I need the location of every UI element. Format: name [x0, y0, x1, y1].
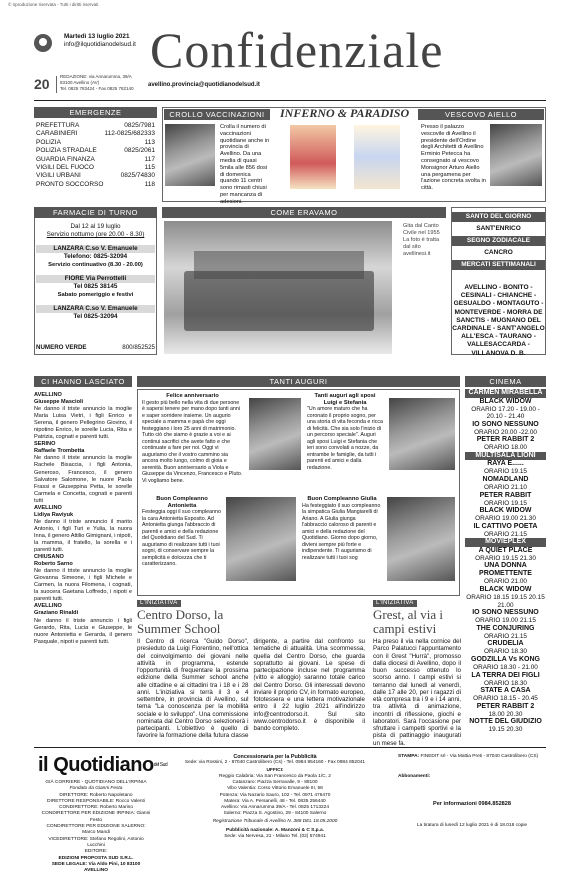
footer-center: Concessionaria per la Pubblicità Sede: via Rossini, 2 - 87040 Castrolibero (Cs) - Tel. 0984 854160 - Fax 0984 852041 UFFICI: Reggio Calabria: Via San Francesco da Paola 1/C, 2 Catanzaro: Piazza Serravalle, 9 - 88100 Vibo Valentia: Corso Vittorio Emanuele III, 58 Potenza: Via Nazario Sauro, 102 - Tel. 0971 476470 Matera: Via A. Persanelli, 48 - Tel. 0835 256440 Avellino: Via Annarumma 39/A - Tel. 0825 1713224 Salerno: Piazza S. Agostino, 29 - 84100 Salerno Registrazione Tribunale di Avellino N. 388 DEL 18.05.2000 Pubblicità nazionale: A. Manzoni & C S.p.a. Sede: via Nervesa, 21 - Milano Tel. (02) 574941 — [184, 754, 366, 840]
farmacie-title: FARMACIE DI TURNO — [34, 207, 157, 218]
augurio-1: Felice anniversario Il gesto più bello nella vita di due persone è sapersi tenere per mano dopo tanti anni e saper sorridere insieme. Un augurio speciale a mamma e papà che oggi festeggiano i loro 25 anni di matrimonio. Tutto ciò che siamo è grazie a voi e ai continui sacrifici che avete fatto e che continuate a fare per noi. Oggi vi auguriamo che il vostro cammino sia ancora molto lungo, colmo di gioia e serenità. Buon anniversario a Viola e Giuseppe da Vincenzo, Francesco e Pluto. Vi vogliamo bene. — [142, 393, 243, 484]
list-item: POLIZIA STRADALE 0825/2061 — [36, 147, 155, 155]
emergenze-list — [36, 122, 155, 189]
photo-caption: Gita dal Canto Civile nel 1955 La foto è tratta dal sito avellinesi.it — [403, 223, 440, 257]
footer-logo: il Quotidiano$^{del Sud}$ — [38, 754, 168, 776]
wedding-photo — [389, 398, 455, 470]
list-item: PREFETTURA 0825/7981 — [36, 122, 155, 129]
crollo-text: Crolla il numero di vaccinazioni quotidiane anche in provincia di Avellino. Da una media di quasi 5mila alle 856 dosi di domenica quando 11 centri sono rimasti chiusi per mancanza di adesioni. — [220, 124, 270, 205]
lasciato-title: CI HANNO LASCIATO — [34, 376, 132, 387]
come-eravamo-title: COME ERAVAMO — [162, 207, 446, 218]
list-item: GUARDIA FINANZA 117 — [36, 155, 155, 163]
grest-text: Ha preso il via nella cornice del Parco Palatucci l'appuntamento con il Grest "Hurrà", promosso dalla diocesi di Avellino, dopo il buon successo ottenuto lo scorso anno. I campi estivi si terranno dal lunedì al venerdì, dalle 17 alle 20, per i ragazzi di età compresa tra i 9 e i 14 anni, tra attività di animazione, incontri di riflessione, giochi e laboratori. Sarà l'occasione per sfruttare i campetti sportivi e la pista di pattinaggio inaugurati un mese fa. — [373, 638, 461, 747]
augurio-2: Tanti auguri agli sposi Luigi e Stefania "Un amore maturo che ha coronato il proprio sogno, per una storia di vita feconda e ricca di felicità. Che sia solo l'inizio di un percorso speciale". Auguri agli sposi Luigi e Stefania che ieri sono convolati a nozze, da entrambe le famiglie, da tutti i parenti ed amici e dalla redazione. — [307, 393, 383, 471]
numero-verde: NUMERO VERDE 800/852525 — [36, 344, 155, 351]
page-number: 20 — [34, 76, 57, 93]
vintage-photo — [164, 221, 392, 354]
emergenze-title: EMERGENZE — [34, 107, 157, 118]
crollo-title: CROLLO VACCINAZIONI — [164, 109, 270, 120]
cinema-list: CARMEN MIRABELLA BLACK WIDOW ORARIO 17.20 - 19.00 - 20.10 - 21.40 IO SONO NESSUNO ORARIO 20.00 -22.00 PETER RABBIT 2 ORARIO 18.00 MULTISALA LIONI RAYA E...... ORARIO 19.15 NOMADLAND ORARIO 21.10 PETER RABBIT ORARIO 19.15 BLACK WIDOW ORARIO 19.00 21.30 IL CATTIVO POETA ORARIO 21.15 MOVIEPLEX A QUIET PLACE ORARIO 19.15 21.30 UNA DONNA PROMETTENTE ORARIO 21.00 BLACK WIDOW ORARIO 18.15 19.15 20.15 21.00 IO SONO NESSUNO ORARIO 19.00 21.15 THE CONJURING ORARIO 21.15 CRUDELIA ORARIO 18.30 GODZILLA Vs KONG ORARIO 18.30 - 21.00 LA TERRA DEI FIGLI ORARIO 18.30 STATE A CASA ORARIO 18.15 - 20.45 PETER RABBIT 2 18.00 20.30 NOTTE DEL GIUDIZIO 19.15 20.30 — [466, 389, 545, 734]
list-item: CARABINIERI 112-0825/682333 — [36, 130, 155, 138]
grest-title: Grest, al via i campi estivi — [373, 607, 444, 636]
list-item: POLIZIA 113 — [36, 138, 155, 146]
cinema-title: CINEMA — [465, 376, 546, 387]
grest-cat: L'INIZIATIVA — [373, 600, 417, 607]
list-item: PRONTO SOCCORSO 118 — [36, 180, 155, 188]
necrologi: AVELLINO Giuseppe Mascioli Ne danno il triste annuncio la moglie Maria Luisa Vietri, i figli Enrico e Serena, il genero Pellegrino Giovino, il nipotino Enrico, le sorelle Lucia, Rita e Patrizia, cognati e parenti tutti. SERINO Raffaele Trombetta Ne danno il triste annuncio la moglie Rachele Bisaccia, i figli Antonia, Generoso, Francesco, il genero Salvatore Salomone, le nuore Paola Frassi e Giuseppina Petta, le sorelle Carmela e Concetta, cognati e parenti tutti AVELLINO Lidiya Raviyuk Ne danno il triste annuncio il marito Antonio, i figli Turi e Yulia, la nuora Inna, il genero Attilio Gimignani, i nipoti, la mamma, il fratello, la sorella e i parenti tutti. CHIUSANO Roberto Sarno Ne danno il triste annuncio la moglie Giovanna Simeone, i figli Michele e Carmen, la nuora Filomena, i cognati, la suocera Gaetana Loffredo, i nipoti e parenti tutti. AVELLINO Graziano Rinaldi Ne danno il triste annuncio i figli Gerardo, Rita, Lucia e Giuseppe, le nuore Antonietta e Gerarda, il genero Pasquale, nipoti e parenti tutti. — [34, 392, 132, 645]
santo-content: SANTO DEL GIORNO SANT'ENRICO SEGNO ZODIACALE CANCRO MERCATI SETTIMANALI AVELLINO - BONITO - CESINALI - CHIANCHE - GESUALDO - MONTAGUTO - MONTEVERDE - MORRA DE SANCTIS - MUGNANO DEL CARDINALE - SANT'ANGELO ALL'ESCA - TAURANO - VALLESACCARDA - VILLANOVA D. B. — [452, 213, 545, 357]
list-item: VIGILI URBANI 0825/74830 — [36, 172, 155, 180]
summer-title: Centro Dorso, la Summer School — [137, 607, 224, 636]
crollo-photo — [165, 124, 215, 186]
vescovo-title: VESCOVO AIELLO — [418, 109, 544, 120]
inferno-title: INFERNO & PARADISO — [280, 106, 410, 120]
angel-icon — [354, 125, 400, 189]
footer-masthead: GIÀ CORRIERE - QUOTIDIANO DELL'IRPINIA Fondato da Gianni Festa DIRETTORE: Roberto Napoletano DIRETTORE RESPONSABILE: Rocco Valenti CONDIRETTORE: Roberto Marino CONDIRETTORE PER EDIZIONE IRPINIA: Gianni Festo CONDIRETTORE PER EDIZIONE SALERNO: Marco Mandi VICEDIRETTORE: Stefano Regolini, Antonio Lucchini EDITORE: EDIZIONI PROPOSTA SUD S.R.L. SEDE LEGALE: Via Aldo Pini, 10 83100 AVELLINO — [41, 780, 151, 874]
devil-icon — [290, 125, 336, 189]
summer-text: Il Centro di ricerca "Guido Dorso", presieduto da Luigi Fiorentino, nell'ottica del coinvolgimento dei giovani nelle attività in programma, estende l'opportunità di frequentare la prossima edizione della Summer school anche alle cittadine e ai cittadini tra i 18 e i 28 anni. L'iniziativa si terrà il 3 e 4 settembre, in provincia di Avellino, sul tema "La conoscenza per la mobilità sociale e lo sviluppo". Una commissione nominata dal Centro Dorso selezionerà i partecipanti. L'obiettivo è quello di favorire la formazione della futura classe dirigente, a partire dal confronto su tematiche di attualità. Una scommessa, quella del Centro Dorso, che guarda soprattutto ai giovani. Le spese di partecipazione incluse nel programma (vitto e alloggio) saranno totale carico del Centro Dorso. Gli interessati devono inviare il proprio CV, in formato europeo, fototessera e una lettera motivazionale entro il 22 luglio 2021 all'indirizzo info@centrodorso.it. Sul sito www.centrodorso.it è disponibile il bando completo. — [137, 638, 365, 740]
auguri-title: TANTI AUGURI — [137, 376, 460, 387]
footer-right: STAMPA: FINEDIT srl - Via Mattia Preti - 87040 Castrolibero (CS) Abbonamenti: Per informazioni 0984.852828 La tiratura di lunedì 12 luglio 2021 è di 18.018 copie — [398, 754, 539, 828]
sub-email: avellino.provincia@quotidianodelsud.it — [148, 82, 260, 88]
augurio-4: Buon Compleanno Giulia Ha festeggiato il suo compleanno la simpatica Giulia Mangiarelli di Ariano. A Giulia giunga l'abbraccio caloroso di parenti e amici e della redazione del Quotidiano. Giorno dopo giorno, divieni sempre più forte e indipendente. Ti auguriamo di realizzare tutti i tuoi sog — [302, 496, 381, 561]
summer-cat: L'INIZIATIVA — [137, 600, 181, 607]
vescovo-photo — [490, 124, 542, 186]
giulia-photo — [387, 497, 455, 581]
antonietta-photo — [226, 497, 296, 581]
list-item: VIGILI DEL FUOCO 115 — [36, 163, 155, 171]
augurio-3: Buon Compleanno Antonietta Festeggia oggi il suo compleanno la cara Antonietta Esposito. Ad Antonietta giunga l'abbraccio di parenti e amici e della redazione del Quotidiano del Sud. Ti auguriamo di realizzare tutti i tuoi sogni, di conservare sempre la semplicità e dolcezza che ti caratterizzano. — [142, 496, 221, 567]
couple-photo — [249, 398, 301, 470]
logo-icon — [34, 34, 52, 52]
top-note: © riproduzione riservata - Tutti i diritti riservati — [8, 2, 99, 7]
farmacie-content: Dal 12 al 19 luglio Servizio notturno (ore 20.00 - 8.30) LANZARA C.so V. Emanuele Telefono: 0825-32094 Servizio continuativo (8.30 - 20.00) FIORE Via Perrottelli Tel 0825 38145 Sabato pomeriggio e festivi LANZARA C.so V. Emanuele Tel 0825-32094 — [36, 223, 155, 321]
header-date: Martedì 13 luglio 2021 — [64, 33, 130, 40]
page-title: Confidenziale — [150, 22, 444, 78]
vescovo-text: Presso il palazzo vescovile di Avellino il presidente dell'Ordine degli Architetti di Avellino Erminio Petecca ha consegnato al vescovo Monsignor Arturo Aiello una pergamena per l'azione concreta svolta in città. — [421, 124, 486, 192]
header-email: info@ilquotidianodelsud.it — [64, 41, 136, 48]
redazione: REDAZIONE: via Annarumma, 39/A 83100 Avellino (AV) Tel. 0825 783424 - Fax 0825 782140 — [60, 74, 134, 91]
